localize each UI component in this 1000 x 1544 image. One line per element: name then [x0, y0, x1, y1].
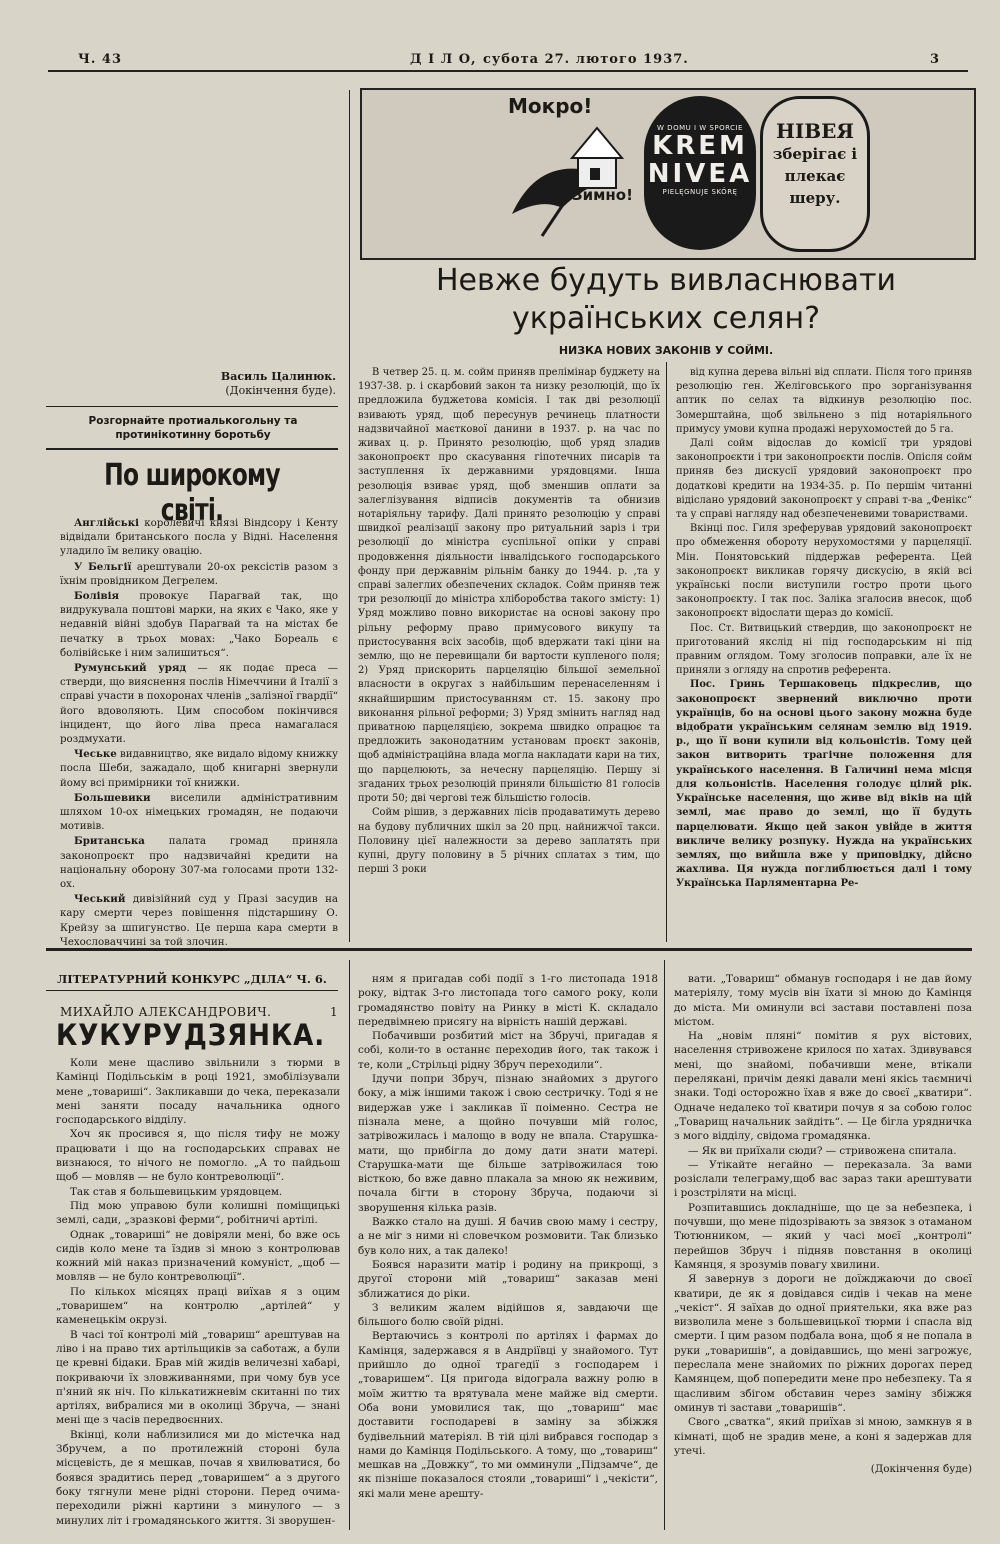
- article-paragraph: від купна дерева вільні від сплати. Після того приняв резолюцію ген. Желіговського про зорганізування аптик по селах та відкинув резолюцію пос. Зомерштайна, щоб звільнено з під нотаріяльного примусу умови купна продажі нерухомостей до 5 га.: [676, 367, 972, 435]
- story-paragraph: Я завернув з дороги не доїжджаючи до своєї кватири, де як я довідався сидів і чекав на мене „чекіст“. Я заїхав до одної приятельки, яка вже раз визволила мене з большевицької тюрми і спасла від смерти. І цим разом подбала вона, щоб я не попала в руки „товаришів“, а довідавшись, що мені загрожує, переслала мене знайомих по ріжних дорогах перед Камянцем, щоб попередити мене про небезпеку. Та я щасливим збігом обставин через заміну збіжжя оминув ті застави „товаришів“.: [674, 1273, 972, 1414]
- ad-cold-text: Зимно!: [572, 186, 633, 204]
- article-title: [360, 262, 972, 338]
- divider: [46, 448, 338, 450]
- story-paragraph: Вкінці, коли наблизилися ми до містечка над Збручем, а по протилежній стороні була місцевість, де я мешкав, почав я хвилюватися, бо боявся зрадитись перед „товаришем“ а з другого боку тягнули мене рідні сторони. Перед очима-переходили ріжні картини з минулого — з минулих літ і громадянського життя. Зі зворушен-: [56, 1428, 340, 1527]
- article-paragraph: В четвер 25. ц. м. сойм приняв прелімінар буджету на 1937-38. р. і скарбовий закон та низку резолюцій, що їх предложила буджетова комісія. І так дві резолюції взивають уряд, щоб пересунув речинець платности надзвичайної маєткової данини в 1937. р. на час по живах ц. р. Принято резолюцію, щоб уряд зладив законопроєкт про скасування гіпотечних писарів та заступлення їх державними урядовцями. Інша резолюція взиває уряд, щоб зменшив оплати за залеглізування відписів документів та обнизив нотаріяльну тарифу. Далі принято резолюцію у справі швидкої реалізації закону про ритуальний заріз і три резолюції до міністра суспільної опіки у справі продовження діяльности інвалідського господарського фонду при державнім рільнім банку до 1944. р. ,та у справі залеглих обезпечених складок. Сойм приняв теж три резолюції до міністра хліборобства такого змісту: 1) Уряд можливо повно використає на основі закону про рільну реформу право примусового викупу та пристосування всіх засобів, щоб вдержати такі ціни на землю, що не перевищали би вартости купленого поля; 2) Уряд прискорить парцеляцію більшої земельної власности в округах з найбільшим перенаселенням і якнайширшим пристосуванням ст. 15. закону про виконання рільної реформи; 3) Уряд змінить нагляд над приватною парцеляцією, зокрема швидко опрацює та предложить законодатним установам проєкт законів, щоб адміністраційна влада могла накладати кари на тих, що парцелюють, за нечесну парцеляцію. Першу зі згаданих трьох резолюцій приняли більшістю 81 голосів проти 50; дві чергові теж більшістю голосів.: [358, 367, 660, 805]
- article-title-line-2: українських селян?: [511, 301, 821, 336]
- world-item: Большевики виселили адміністративним шляхом 10-ох німецьких громадян, не подаючи мотивів.: [60, 791, 338, 833]
- tin-brand-nivea: NIVEA: [647, 159, 753, 189]
- ad-line-2: плекає: [784, 167, 846, 185]
- prev-article-end: [46, 370, 336, 398]
- story-paragraph: Побачивши розбитий міст на Збручі, пригадав я собі, коли-то в останнє переходив його, так також і те, коли „Стрільці рідну Збруч переходили“.: [358, 1030, 658, 1071]
- story-paragraph: В часі тої контролі мій „товариш“ арештував на ліво і на право тих артільщиків за саботаж, а були це кревні бідаки. Брав мій жидів величезні хабарі, покриваючи їх зловживаннями, при чому був усе п'яний як ніч. По кількатижневім скитанні по тих артілях, вибралися ми в околиці Збруча, — знані мені ще з часів передвоєнних.: [56, 1328, 340, 1427]
- column-rule: [666, 362, 667, 942]
- story-paragraph: На „новім пляні“ помітив я рух вістових, населення стривожене крилося по хатах. Здивувався мені, що знайомі, побачивши мене, втікали перелякані, причім деякі давали мені якісь таємничі знаки. Тоді осторожно їхав я вже до своєї „кватири“. Одначе недалеко тої кватири почув я за собою голос „Товарищ начальник зайдіть“. — Це бігла урядничка з мого відділу, свідома громадянка.: [674, 1030, 972, 1143]
- divider: [46, 990, 338, 991]
- article-paragraph: Далі сойм відослав до комісії три урядові законопроєкти і три законопроєкти послів. Опісля сойм приняв без дискусії урядовий законопроєкт про додаткові кредити на 1934-35. р. По першім читанні відіслано урядовий законопроєкт у справі т-ва „Фенікс“ та у справі нагляду над обезпеченевими товариствами.: [676, 438, 972, 521]
- contest-heading: ЛІТЕРАТУРНИЙ КОНКУРС „ДІЛА“ Ч. 6.: [57, 972, 327, 986]
- story-paragraph: — Як ви приїхали сюди? — стривожена спитала.: [688, 1144, 957, 1157]
- story-paragraph: Хоч як просився я, що після тифу не можу працювати і що на господарських справах не визнаюся, то нічого не помогло. „А то пайдьош щоб — мовляв — не було контреволюції“.: [56, 1128, 340, 1184]
- umbrella-house-illustration: [502, 118, 642, 238]
- story-title: КУКУРУДЗЯНКА.: [56, 1018, 326, 1052]
- world-item: У Бельгії арештували 20-ох рексістів разом з їхнім провідником Дегрелем.: [60, 560, 338, 587]
- ad-wet-text: Мокро!: [508, 94, 593, 118]
- world-item: Англійські королевичі князі Віндсору і Кенту відвідали британського посла у Відні. Населення уладило їм велику овацію.: [60, 517, 338, 558]
- article-paragraph: Сойм рішив, з державних лісів продаватимуть дерево на будову публичних шкіл за 20 прц. найнижчої такси. Половину цієї належности за дерево заплатять при купні, другу половину в 5 річних сплатах з тим, що перші 3 роки: [358, 807, 660, 876]
- header-rule: [48, 70, 968, 72]
- tin-bottom-text: PIELĘGNUJE SKÓRĘ: [662, 188, 738, 196]
- world-item: Чеське видавництво, яке видало відому книжку посла Шеби, зажадало, щоб книгарні звернули йому всі примірники тої книжки.: [60, 748, 338, 789]
- page-number: 3: [930, 52, 941, 67]
- article-bold-paragraph: Пос. Гринь Тершаковець підкреслив, що законопроєкт звернений виключно проти українців, бо на основі цього закону можна буде відобрати українським селянам землю від 1919. р., що її вони купили від кольоністів. Тому цей закон витворить трагічне положення для українського населення. В Галичині нема місця для кольоністів. Населення голодує цілий рік. Українське населення, що живе від віків на цій землі, має право до землі, що її будуть парцелювати. Якщо цей закон увійде в життя викличе велику розпуку. Нужда на українських землях, що вийшла вже у приповідку, дійсно жахлива. Ця нужда поглиблюється далі і тому Українська Парляментарна Ре-: [676, 679, 972, 890]
- story-paragraph: По кількох місяцях праці виїхав я з оцим „товаришем“ на контролю „артілей“ у каменецькім окрузі.: [56, 1285, 340, 1327]
- nivea-tin: [644, 96, 756, 250]
- story-paragraph: Вертаючись з контролі по артілях і фармах до Камінця, задержався я в Андріївці у знайомого. Тут прийшло до одної трагедії з господарем і „товаришем“. Ця пригода відограла важну ролю в моїм життю та врятувала мене майже від смерти. Оба вони умовилися так, що „товариш“ має доставити господареві в заміну за збіжжя будівельний матеріял. В тій цілі вибрався господар з нами до Камінця Подільського. А тому, що „товариш“ мешкав на „Довжку“, то ми омминули „Підзамче“, де як пізніше показалося стояли „товариші“ і „чекісти“, які мали мене арешту-: [358, 1330, 658, 1500]
- article-paragraph: Пос. Ст. Витвицький ствердив, що законопроєкт не приготований якслід ні під господарським ні під правним оглядом. Тому зголосив поправки, але їх не приняли з огляду на спротив референта.: [676, 622, 972, 677]
- prev-article-author: Василь Цалинюк.: [220, 370, 336, 383]
- column-rule: [349, 960, 350, 1530]
- story-author: МИХАЙЛО АЛЕКСАНДРОВИЧ.: [60, 1005, 272, 1019]
- story-paragraph: З великим жалем відійшов я, завдаючи ще більшого болю своїй рідні.: [358, 1301, 658, 1329]
- story-paragraph: Свого „сватка“, який приїхав зі мною, замкнув я в кімнаті, щоб не зрадив мене, а коні я задержав для утечі.: [674, 1416, 972, 1457]
- world-item: Чеський дивізійний суд у Празі засудив на кару смерти через повішення підстаршину О. Крейзу за шпигунство. Це перша кара смерти в Чехословаччині за той злочин.: [60, 893, 338, 948]
- world-item: Румунський уряд — як подає преса — стверди, що вияснення послів Німеччини й Італії з справі участи в похоронах членів „залізної гвардії“ його вдоволяють. Цим способом покінчився інцидент, що його ліва преса намагалася роздмухати.: [60, 662, 338, 746]
- nivea-slogan-box: [760, 96, 870, 252]
- tin-brand-krem: KREM: [652, 131, 748, 161]
- divider: [46, 406, 338, 407]
- story-paragraph: Під мою управою були колишні поміщицькі землі, сади, „зразкові ферми“, робітничі артілі.: [56, 1199, 340, 1227]
- tin-top-text: W DOMU I W SPORCIE: [657, 124, 743, 132]
- story-paragraph: Розпитавшись докладніше, що це за небезпека, і почувши, що мене підозрівають за звязок з отаманом Тютюнником, — який у часі моєї „контролі“ перейшов Збруч і підняв повстання в околиці Камянця, я зрозумів повагу хвилини.: [674, 1201, 972, 1271]
- story-paragraph: Ідучи попри Збруч, пізнаю знайомих з другого боку, а між іншими також і свою сестричку. Тоді я не видержав уже і закликав її поіменно. Сестра не пізнала мене, а щойно почувши мій голос, затрівожилась і малощо в воду не впала. Старушка-мати, що прибігла до дому дати знати матері. Старушка-мати ще більше затрівожилася тою вісткою, бо вже давно плакала за мною як неживим, почала бігти в сторону Збруча, подаючи зі зворушення кілька разів.: [358, 1073, 658, 1214]
- slogan: Розгорнайте протиалькогольну та протинікотинну боротьбу: [88, 415, 298, 441]
- page-part: Ч. 43: [78, 52, 123, 67]
- story-paragraph: Коли мене щасливо звільнили з тюрми в Камінці Подільськім в році 1921, змобілізували мене „товариші“. Закликавши до чека, переказали мені заняти посаду начальника одного господарського відділу.: [56, 1057, 340, 1127]
- article-paragraph: Вкінці пос. Гиля зреферував урядовий законопроєкт про обмеження обороту нерухомостями у парцеляції. Мін. Понятовський піддержав референта. Цей законопроєкт викликав горячу дискусію, в якій всі українські посли виступили гостро проти цього законопроєкту. І так пос. Заліка згалосив внесок, щоб законопроєкт відослати щераз до комісії.: [676, 523, 972, 620]
- world-news-title: По широкому світі.: [104, 458, 280, 528]
- article-subtitle: НИЗКА НОВИХ ЗАКОНІВ У СОЙМІ.: [558, 344, 774, 357]
- world-news-body: [60, 516, 338, 950]
- story-column-2: [358, 972, 658, 1501]
- article-column-1: [358, 366, 660, 877]
- story-part: 1: [330, 1005, 338, 1019]
- world-item: Британська палата громад приняла законопроєкт про надзвичайні кредити на національну оборону 307-ма голосами проти 132-ох.: [60, 835, 338, 891]
- prev-article-continued: (Докінчення буде).: [225, 384, 336, 397]
- nivea-advertisement: [360, 88, 976, 260]
- section-divider: [46, 948, 972, 951]
- issue-date: субота 27. лютого 1937.: [483, 52, 689, 67]
- article-column-2: [676, 366, 972, 892]
- story-paragraph: Боявся наразити матір і родину на прикрощі, з другої сторони мій „товариш“ заказав мені зближатися до ріки.: [358, 1258, 658, 1300]
- article-title-line-1: Невже будуть вивласнювати: [436, 263, 896, 298]
- paper-name: Д І Л О,: [410, 52, 477, 67]
- ad-line-3: шеру.: [789, 189, 841, 207]
- story-paragraph: вати. „Товариш“ обманув господаря і не дав йому матеріялу, тому мусів він їхати зі мною до Камінця до міста. Ми оминули всі застави поставлені поза містом.: [674, 973, 972, 1028]
- ad-title: НІВЕЯ: [775, 119, 855, 143]
- story-continued: (Докінчення буде): [870, 1463, 972, 1476]
- story-paragraph: ням я пригадав собі події з 1-го листопада 1918 року, відтак 3-го листопада того самого року, коли громадянство повіту на Ринку в місті К. складало передвімнею присягу на вірність нашій державі.: [358, 973, 658, 1028]
- column-rule: [349, 90, 350, 942]
- story-paragraph: Важко стало на душі. Я бачив свою маму і сестру, а не міг з ними ні словечком розмовити. Так близько був коло них, а так далеко!: [358, 1216, 658, 1257]
- story-paragraph: — Утікайте негайно — переказала. За вами розіслали телеграму,щоб вас зараз таки арештувати і розстріляти на місці.: [674, 1158, 972, 1200]
- column-rule: [664, 960, 665, 1530]
- story-paragraph: Так став я большевицьким урядовцем.: [70, 1185, 283, 1198]
- ad-line-1: зберігає і: [772, 145, 858, 163]
- story-column-3: [674, 972, 972, 1476]
- story-paragraph: Однак „товариші“ не довіряли мені, бо вже ось сидів коло мене та їздив зі мною з контролював кожний мій наказ призначений комуніст, „щоб — мовляв — не було контреволюції“.: [56, 1228, 340, 1284]
- story-column-1: [56, 1056, 340, 1528]
- world-item: Болівія провокує Парагвай так, що видрукувала поштові марки, на яких є Чако, яке у недавній війні здобув Парагвай та на містах бе печатку в трьох мовах: „Чако Бореаль є болівійське і ним залишиться“.: [60, 590, 338, 659]
